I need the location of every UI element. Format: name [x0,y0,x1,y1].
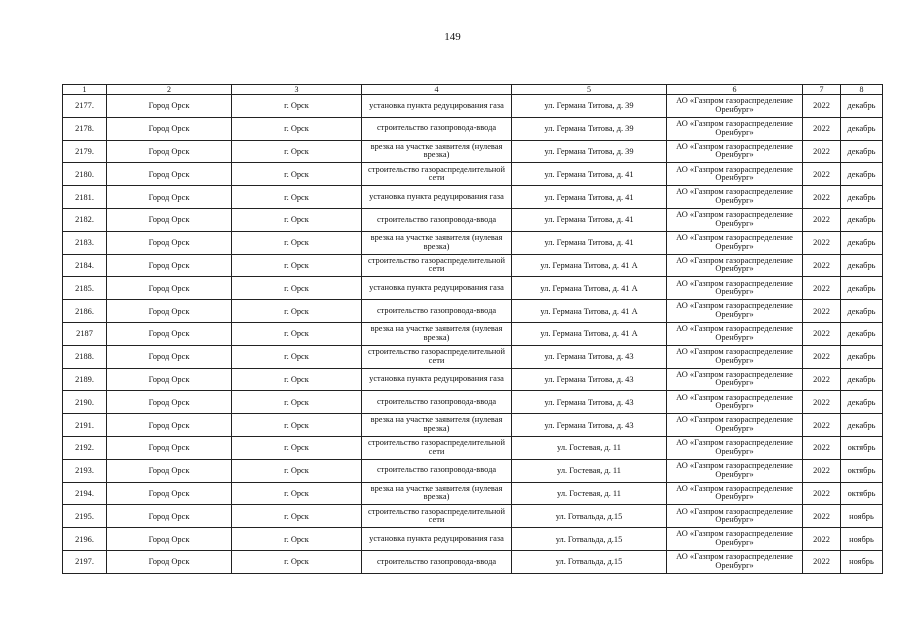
organization-cell: АО «Газпром газораспределение Оренбург» [667,505,803,528]
month-cell: декабрь [841,322,883,345]
month-cell: декабрь [841,95,883,118]
table-row [63,117,883,140]
municipality-cell: Город Орск [107,345,232,368]
municipality-cell: Город Орск [107,208,232,231]
organization-cell: АО «Газпром газораспределение Оренбург» [667,482,803,505]
table-row [63,95,883,118]
row-number-cell: 2194. [63,482,107,505]
row-number-cell: 2187 [63,322,107,345]
month-cell: октябрь [841,436,883,459]
year-cell: 2022 [803,459,841,482]
locality-cell: г. Орск [232,505,362,528]
month-cell: декабрь [841,231,883,254]
table-row [63,231,883,254]
organization-cell: АО «Газпром газораспределение Оренбург» [667,117,803,140]
address-cell: ул. Германа Титова, д. 43 [512,391,667,414]
row-number-cell: 2188. [63,345,107,368]
address-cell: ул. Германа Титова, д. 43 [512,414,667,437]
address-cell: ул. Готвальда, д.15 [512,550,667,573]
table-row [63,391,883,414]
address-cell: ул. Германа Титова, д. 41 А [512,322,667,345]
municipality-cell: Город Орск [107,459,232,482]
organization-cell: АО «Газпром газораспределение Оренбург» [667,368,803,391]
work-type-cell: врезка на участке заявителя (нулевая врезка) [362,482,512,505]
month-cell: декабрь [841,391,883,414]
work-type-cell: строительство газораспределительной сети [362,345,512,368]
work-type-cell: установка пункта редуцирования газа [362,368,512,391]
address-cell: ул. Гостевая, д. 11 [512,459,667,482]
municipality-cell: Город Орск [107,300,232,323]
registry-table [62,84,883,574]
table-row [63,163,883,186]
locality-cell: г. Орск [232,482,362,505]
municipality-cell: Город Орск [107,550,232,573]
page-number: 149 [444,31,461,43]
locality-cell: г. Орск [232,436,362,459]
year-cell: 2022 [803,140,841,163]
table-row [63,277,883,300]
month-cell: декабрь [841,300,883,323]
address-cell: ул. Германа Титова, д. 43 [512,368,667,391]
municipality-cell: Город Орск [107,95,232,118]
address-cell: ул. Германа Титова, д. 41 А [512,254,667,277]
locality-cell: г. Орск [232,231,362,254]
work-type-cell: строительство газопровода-ввода [362,459,512,482]
table-row [63,208,883,231]
locality-cell: г. Орск [232,163,362,186]
organization-cell: АО «Газпром газораспределение Оренбург» [667,163,803,186]
municipality-cell: Город Орск [107,186,232,209]
address-cell: ул. Германа Титова, д. 41 А [512,277,667,300]
locality-cell: г. Орск [232,368,362,391]
municipality-cell: Город Орск [107,322,232,345]
work-type-cell: строительство газопровода-ввода [362,391,512,414]
year-cell: 2022 [803,186,841,209]
row-number-cell: 2196. [63,528,107,551]
table-row [63,345,883,368]
municipality-cell: Город Орск [107,254,232,277]
column-number-header: 3 [232,85,362,95]
year-cell: 2022 [803,95,841,118]
year-cell: 2022 [803,322,841,345]
row-number-cell: 2180. [63,163,107,186]
municipality-cell: Город Орск [107,414,232,437]
column-number-header: 4 [362,85,512,95]
locality-cell: г. Орск [232,95,362,118]
address-cell: ул. Гостевая, д. 11 [512,482,667,505]
address-cell: ул. Германа Титова, д. 41 [512,186,667,209]
organization-cell: АО «Газпром газораспределение Оренбург» [667,391,803,414]
table-row [63,140,883,163]
month-cell: декабрь [841,345,883,368]
row-number-cell: 2190. [63,391,107,414]
month-cell: декабрь [841,414,883,437]
year-cell: 2022 [803,368,841,391]
year-cell: 2022 [803,550,841,573]
column-number-header: 1 [63,85,107,95]
row-number-cell: 2182. [63,208,107,231]
organization-cell: АО «Газпром газораспределение Оренбург» [667,322,803,345]
work-type-cell: строительство газораспределительной сети [362,254,512,277]
year-cell: 2022 [803,528,841,551]
municipality-cell: Город Орск [107,117,232,140]
organization-cell: АО «Газпром газораспределение Оренбург» [667,550,803,573]
work-type-cell: врезка на участке заявителя (нулевая врезка) [362,322,512,345]
municipality-cell: Город Орск [107,482,232,505]
column-number-header: 7 [803,85,841,95]
table-row [63,186,883,209]
row-number-cell: 2189. [63,368,107,391]
row-number-cell: 2184. [63,254,107,277]
year-cell: 2022 [803,163,841,186]
table-body [63,95,883,574]
locality-cell: г. Орск [232,391,362,414]
year-cell: 2022 [803,277,841,300]
locality-cell: г. Орск [232,459,362,482]
address-cell: ул. Германа Титова, д. 41 [512,163,667,186]
organization-cell: АО «Газпром газораспределение Оренбург» [667,436,803,459]
locality-cell: г. Орск [232,277,362,300]
municipality-cell: Город Орск [107,140,232,163]
year-cell: 2022 [803,391,841,414]
table-row [63,300,883,323]
organization-cell: АО «Газпром газораспределение Оренбург» [667,231,803,254]
work-type-cell: установка пункта редуцирования газа [362,528,512,551]
row-number-cell: 2179. [63,140,107,163]
table-row [63,459,883,482]
month-cell: ноябрь [841,528,883,551]
work-type-cell: строительство газопровода-ввода [362,117,512,140]
work-type-cell: врезка на участке заявителя (нулевая врезка) [362,140,512,163]
year-cell: 2022 [803,345,841,368]
organization-cell: АО «Газпром газораспределение Оренбург» [667,345,803,368]
locality-cell: г. Орск [232,300,362,323]
year-cell: 2022 [803,505,841,528]
column-number-header: 6 [667,85,803,95]
row-number-cell: 2181. [63,186,107,209]
locality-cell: г. Орск [232,528,362,551]
address-cell: ул. Гостевая, д. 11 [512,436,667,459]
month-cell: декабрь [841,140,883,163]
table-row [63,322,883,345]
organization-cell: АО «Газпром газораспределение Оренбург» [667,186,803,209]
table-row [63,368,883,391]
municipality-cell: Город Орск [107,436,232,459]
organization-cell: АО «Газпром газораспределение Оренбург» [667,208,803,231]
municipality-cell: Город Орск [107,391,232,414]
work-type-cell: установка пункта редуцирования газа [362,277,512,300]
locality-cell: г. Орск [232,345,362,368]
locality-cell: г. Орск [232,186,362,209]
year-cell: 2022 [803,436,841,459]
municipality-cell: Город Орск [107,528,232,551]
row-number-cell: 2191. [63,414,107,437]
table-row [63,482,883,505]
row-number-cell: 2192. [63,436,107,459]
row-number-cell: 2183. [63,231,107,254]
locality-cell: г. Орск [232,414,362,437]
table-row [63,414,883,437]
year-cell: 2022 [803,117,841,140]
address-cell: ул. Германа Титова, д. 41 [512,231,667,254]
work-type-cell: строительство газопровода-ввода [362,300,512,323]
municipality-cell: Город Орск [107,368,232,391]
table-row [63,254,883,277]
organization-cell: АО «Газпром газораспределение Оренбург» [667,254,803,277]
work-type-cell: строительство газопровода-ввода [362,550,512,573]
table-row [63,528,883,551]
locality-cell: г. Орск [232,117,362,140]
locality-cell: г. Орск [232,254,362,277]
row-number-cell: 2195. [63,505,107,528]
address-cell: ул. Готвальда, д.15 [512,528,667,551]
municipality-cell: Город Орск [107,231,232,254]
address-cell: ул. Германа Титова, д. 39 [512,95,667,118]
month-cell: декабрь [841,117,883,140]
municipality-cell: Город Орск [107,505,232,528]
table-row [63,550,883,573]
address-cell: ул. Готвальда, д.15 [512,505,667,528]
address-cell: ул. Германа Титова, д. 41 [512,208,667,231]
work-type-cell: строительство газораспределительной сети [362,436,512,459]
month-cell: декабрь [841,254,883,277]
work-type-cell: строительство газораспределительной сети [362,505,512,528]
month-cell: декабрь [841,208,883,231]
address-cell: ул. Германа Титова, д. 39 [512,117,667,140]
organization-cell: АО «Газпром газораспределение Оренбург» [667,459,803,482]
row-number-cell: 2177. [63,95,107,118]
locality-cell: г. Орск [232,140,362,163]
year-cell: 2022 [803,414,841,437]
municipality-cell: Город Орск [107,277,232,300]
organization-cell: АО «Газпром газораспределение Оренбург» [667,300,803,323]
row-number-cell: 2197. [63,550,107,573]
organization-cell: АО «Газпром газораспределение Оренбург» [667,277,803,300]
month-cell: декабрь [841,277,883,300]
work-type-cell: установка пункта редуцирования газа [362,186,512,209]
month-cell: декабрь [841,186,883,209]
organization-cell: АО «Газпром газораспределение Оренбург» [667,140,803,163]
month-cell: декабрь [841,163,883,186]
work-type-cell: строительство газопровода-ввода [362,208,512,231]
month-cell: ноябрь [841,550,883,573]
address-cell: ул. Германа Титова, д. 41 А [512,300,667,323]
month-cell: ноябрь [841,505,883,528]
work-type-cell: строительство газораспределительной сети [362,163,512,186]
organization-cell: АО «Газпром газораспределение Оренбург» [667,414,803,437]
column-number-header: 8 [841,85,883,95]
year-cell: 2022 [803,482,841,505]
address-cell: ул. Германа Титова, д. 39 [512,140,667,163]
table-row [63,505,883,528]
row-number-cell: 2193. [63,459,107,482]
column-number-header: 5 [512,85,667,95]
locality-cell: г. Орск [232,550,362,573]
address-cell: ул. Германа Титова, д. 43 [512,345,667,368]
locality-cell: г. Орск [232,322,362,345]
month-cell: декабрь [841,368,883,391]
row-number-cell: 2186. [63,300,107,323]
work-type-cell: врезка на участке заявителя (нулевая врезка) [362,414,512,437]
row-number-cell: 2178. [63,117,107,140]
year-cell: 2022 [803,208,841,231]
work-type-cell: установка пункта редуцирования газа [362,95,512,118]
municipality-cell: Город Орск [107,163,232,186]
row-number-cell: 2185. [63,277,107,300]
column-number-header: 2 [107,85,232,95]
year-cell: 2022 [803,254,841,277]
organization-cell: АО «Газпром газораспределение Оренбург» [667,528,803,551]
work-type-cell: врезка на участке заявителя (нулевая врезка) [362,231,512,254]
column-number-row [63,85,883,95]
month-cell: октябрь [841,459,883,482]
locality-cell: г. Орск [232,208,362,231]
table-row [63,436,883,459]
year-cell: 2022 [803,231,841,254]
organization-cell: АО «Газпром газораспределение Оренбург» [667,95,803,118]
month-cell: октябрь [841,482,883,505]
year-cell: 2022 [803,300,841,323]
